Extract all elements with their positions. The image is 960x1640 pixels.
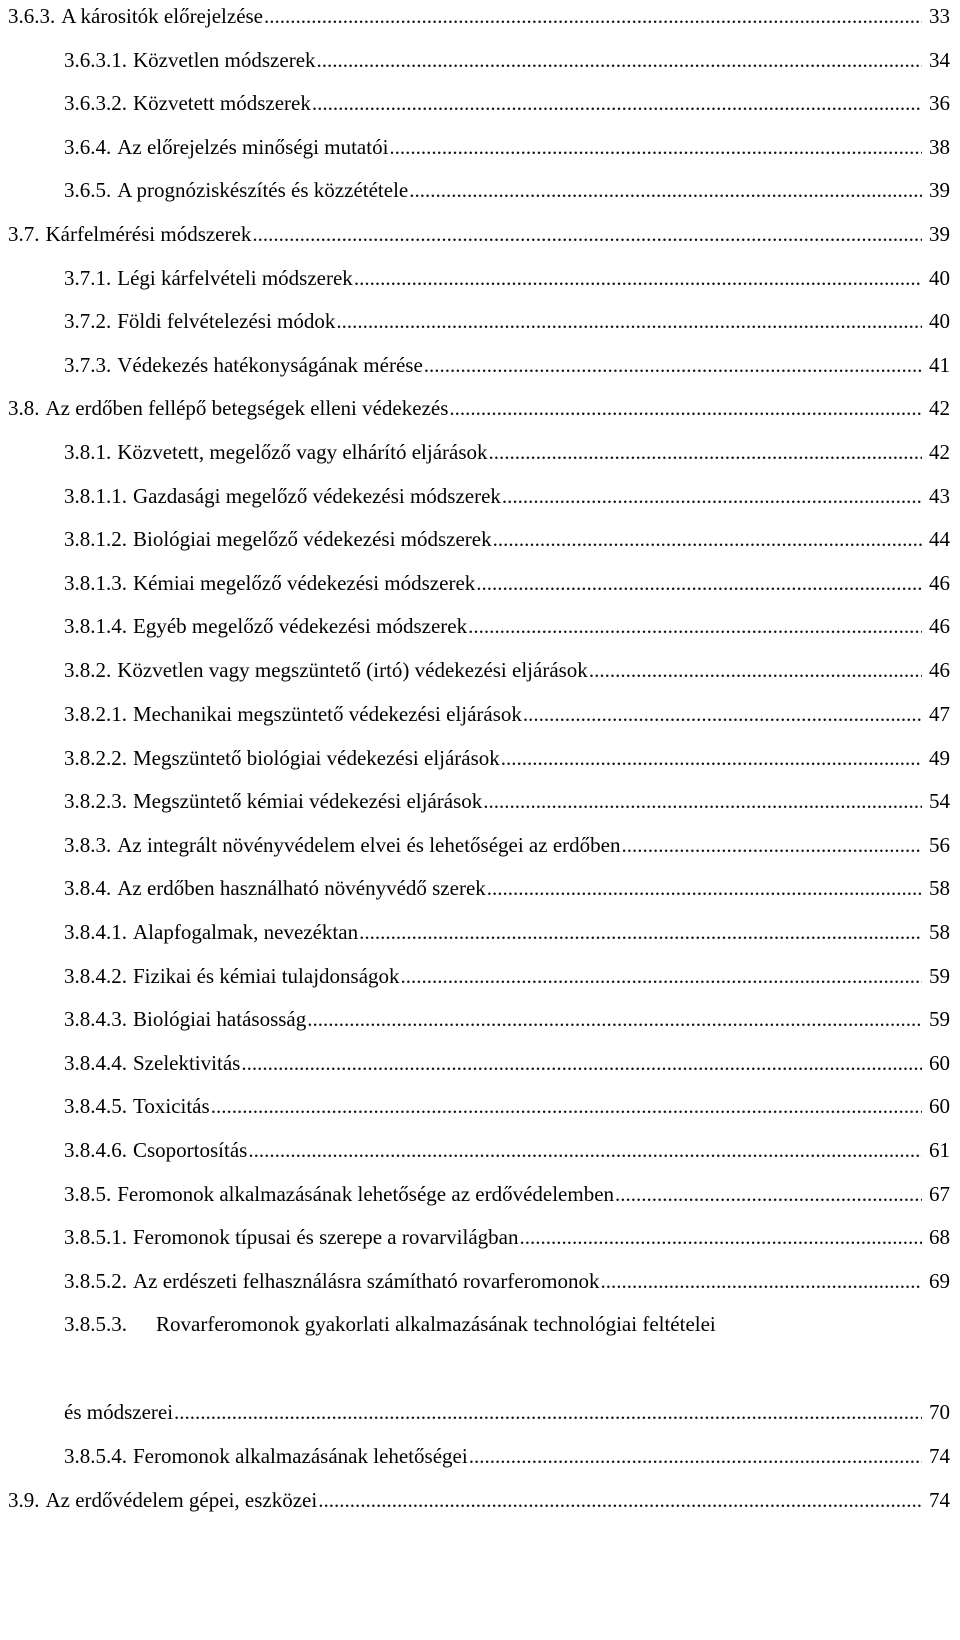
toc-entry[interactable] [0,394,960,422]
dot-leader [488,438,922,466]
dot-leader [475,569,922,597]
toc-entry[interactable] [0,656,960,684]
dot-leader [353,264,922,292]
toc-entry-title: Közvetlen módszerek [133,48,316,72]
toc-entry[interactable] [0,307,960,335]
toc-entry-line [64,700,922,728]
toc-entry-line [64,744,922,772]
toc-entry-title: Feromonok típusai és szerepe a rovarvilágban [133,1225,519,1249]
toc-entry[interactable] [0,351,960,379]
toc-entry-title: Megszüntető kémiai védekezési eljárások [133,789,483,813]
toc-entry[interactable] [0,525,960,553]
toc-entry-title: Toxicitás [133,1094,210,1118]
toc-entry-line [8,1486,922,1514]
toc-entry-number: 3.8.4.1. [64,920,127,944]
toc-entry-page: 67 [929,1182,950,1206]
toc-entry-line [64,1005,922,1033]
toc-entry-line [8,2,922,30]
toc-entry-number: 3.8.4. [64,876,112,900]
toc-entry-line [64,1180,922,1208]
toc-entry-page: 39 [929,222,950,246]
toc-entry[interactable] [0,962,960,990]
toc-entry-number: 3.7. [8,222,40,246]
dot-leader [316,46,922,74]
toc-entry-page: 40 [929,309,950,333]
toc-entry[interactable] [0,1267,960,1295]
toc-entry-title: Megszüntető biológiai védekezési eljárások [133,746,500,770]
dot-leader [588,656,922,684]
toc-entry-number: 3.8.5.3. [64,1312,127,1336]
toc-entry-number: 3.8.1.3. [64,571,127,595]
toc-entry-line [64,1267,922,1295]
toc-entry-line [64,46,922,74]
dot-leader [251,220,922,248]
toc-entry-page: 56 [929,833,950,857]
toc-entry-title: Az erdővédelem gépei, eszközei [45,1488,318,1512]
toc-entry-line [64,133,922,161]
dot-leader [400,962,922,990]
toc-entry-line [8,220,922,248]
toc-entry-page: 36 [929,91,950,115]
toc-entry-title: Közvetett módszerek [133,91,311,115]
toc-entry[interactable] [0,1092,960,1120]
toc-entry[interactable] [0,1486,960,1514]
toc-entry-number: 3.8.5.2. [64,1269,127,1293]
toc-entry-line [64,264,922,292]
toc-entry[interactable] [0,46,960,74]
toc-entry-page: 46 [929,614,950,638]
toc-entry-line [64,525,922,553]
toc-entry-number: 3.8.5.1. [64,1225,127,1249]
dot-leader [482,787,922,815]
toc-entry-title: Az erdészeti felhasználásra számítható rovarferomonok [133,1269,600,1293]
toc-entry-title: Feromonok alkalmazásának lehetősége az erdővédelemben [117,1182,615,1206]
dot-leader [173,1398,922,1426]
toc-entry-number: 3.7.3. [64,353,112,377]
toc-entry-number: 3.8.2.3. [64,789,127,813]
toc-entry-line [64,1136,922,1164]
toc-entry-number: 3.8.4.2. [64,964,127,988]
dot-leader [306,1005,922,1033]
toc-entry-line [64,918,922,946]
toc-entry-title: Földi felvételezési módok [117,309,336,333]
toc-entry-page: 60 [929,1094,950,1118]
toc-entry-line [64,1092,922,1120]
toc-entry-page: 46 [929,571,950,595]
dot-leader [317,1486,922,1514]
dot-leader [522,700,922,728]
toc-entry-title: Védekezés hatékonyságának mérése [117,353,423,377]
toc-entry-page: 74 [929,1488,950,1512]
toc-entry-number: 3.8.1.2. [64,527,127,551]
toc-entry-number: 3.8.1.1. [64,484,127,508]
toc-entry-page: 68 [929,1225,950,1249]
dot-leader [423,351,922,379]
toc-entry-number: 3.6.5. [64,178,112,202]
toc-entry-title: Gazdasági megelőző védekezési módszerek [133,484,501,508]
dot-leader [311,89,922,117]
toc-entry-line [64,569,922,597]
toc-entry[interactable] [0,918,960,946]
dot-leader [518,1223,922,1251]
toc-entry-title-continuation: és módszerei [64,1400,174,1424]
toc-entry-line [64,831,922,859]
toc-entry-title: Az erdőben fellépő betegségek elleni védekezés [45,396,449,420]
toc-entry-number: 3.8.4.3. [64,1007,127,1031]
dot-leader [599,1267,922,1295]
toc-entry-line [64,89,922,117]
toc-entry-title: Fizikai és kémiai tulajdonságok [133,964,400,988]
toc-entry-number: 3.8.2.2. [64,746,127,770]
toc-entry[interactable] [0,1005,960,1033]
toc-entry-line [64,612,922,640]
toc-entry[interactable] [0,1223,960,1251]
toc-entry-number: 3.8.5.4. [64,1444,127,1468]
toc-entry-number: 3.8. [8,396,40,420]
toc-entry-number: 3.9. [8,1488,40,1512]
toc-entry-title: Egyéb megelőző védekezési módszerek [133,614,468,638]
dot-leader [263,2,922,30]
toc-entry-title: Mechanikai megszüntető védekezési eljárások [133,702,522,726]
toc-entry[interactable] [0,176,960,204]
toc-entry-title: A kárositók előrejelzése [61,4,264,28]
toc-entry-page: 70 [929,1400,950,1424]
toc-entry-page: 34 [929,48,950,72]
toc-entry[interactable] [0,133,960,161]
toc-entry[interactable] [0,874,960,902]
toc-entry[interactable] [0,220,960,248]
toc-entry-title: Az integrált növényvédelem elvei és lehetőségei az erdőben [117,833,621,857]
dot-leader [468,1442,922,1470]
toc-entry-title: A prognóziskészítés és közzététele [117,178,409,202]
toc-entry-line [64,1223,922,1251]
toc-entry-line [64,307,922,335]
toc-entry-number: 3.8.3. [64,833,112,857]
toc-entry-page: 43 [929,484,950,508]
toc-entry-page: 61 [929,1138,950,1162]
dot-leader [500,744,922,772]
toc-entry-page: 38 [929,135,950,159]
toc-entry-number: 3.6.4. [64,135,112,159]
dot-leader [448,394,922,422]
dot-leader [486,874,922,902]
dot-leader [240,1049,922,1077]
toc-entry[interactable] [0,482,960,510]
toc-entry-number: 3.8.5. [64,1182,112,1206]
toc-entry-line [64,1398,922,1426]
dot-leader [210,1092,922,1120]
toc-entry-line [64,874,922,902]
toc-entry-number: 3.7.1. [64,266,112,290]
toc-entry-page: 47 [929,702,950,726]
toc-entry-number: 3.8.4.5. [64,1094,127,1118]
toc-entry-title: Közvetett, megelőző vagy elhárító eljárások [117,440,488,464]
dot-leader [614,1180,922,1208]
toc-entry-page: 49 [929,746,950,770]
toc-entry-number: 3.8.2. [64,658,112,682]
toc-entry-page: 59 [929,1007,950,1031]
toc-entry-page: 59 [929,964,950,988]
dot-leader [620,831,922,859]
toc-entry-line [8,394,922,422]
toc-entry-title: Légi kárfelvételi módszerek [117,266,353,290]
toc-entry-number: 3.6.3.1. [64,48,127,72]
toc-entry-line [64,351,922,379]
toc-entry-line [64,1049,922,1077]
toc-entry-page: 40 [929,266,950,290]
toc-entry-page: 44 [929,527,950,551]
dot-leader [358,918,922,946]
toc-entry-number: 3.8.1.4. [64,614,127,638]
toc-entry-page: 69 [929,1269,950,1293]
toc-entry-title: Közvetlen vagy megszüntető (irtó) védekezési eljárások [117,658,588,682]
toc-entry[interactable] [0,831,960,859]
toc-entry[interactable] [0,569,960,597]
toc-entry[interactable] [0,1310,960,1338]
toc-entry-line [64,176,922,204]
toc-entry-title: Csoportosítás [133,1138,248,1162]
toc-entry-title: Biológiai megelőző védekezési módszerek [133,527,492,551]
toc-entry-continuation[interactable] [0,1398,960,1426]
toc-entry-title: Az erdőben használható növényvédő szerek [117,876,486,900]
toc-entry-number: 3.8.1. [64,440,112,464]
toc-entry-page: 54 [929,789,950,813]
toc-entry-page: 39 [929,178,950,202]
toc-entry[interactable] [0,612,960,640]
toc-entry-title: Alapfogalmak, nevezéktan [133,920,359,944]
toc-entry-line [64,482,922,510]
dot-leader [247,1136,922,1164]
toc-entry-number: 3.6.3.2. [64,91,127,115]
toc-entry[interactable] [0,1136,960,1164]
toc-entry-page: 33 [929,4,950,28]
toc-entry-number: 3.8.4.4. [64,1051,127,1075]
toc-entry-page: 42 [929,396,950,420]
dot-leader [388,133,922,161]
dot-leader [467,612,922,640]
toc-entry-title: Kárfelmérési módszerek [45,222,252,246]
dot-leader [335,307,922,335]
toc-entry-page: 58 [929,920,950,944]
toc-entry[interactable] [0,787,960,815]
toc-entry-page: 58 [929,876,950,900]
toc-entry-title: Biológiai hatásosság [133,1007,307,1031]
toc-entry-page: 74 [929,1444,950,1468]
toc-entry-number: 3.7.2. [64,309,112,333]
toc-entry[interactable] [0,2,960,30]
toc-entry-title: Rovarferomonok gyakorlati alkalmazásának technológiai feltételei [156,1312,716,1336]
toc-entry[interactable] [0,1180,960,1208]
toc-entry[interactable] [0,744,960,772]
toc-entry-line [64,787,922,815]
toc-entry[interactable] [0,89,960,117]
dot-leader [501,482,922,510]
toc-entry-title: Kémiai megelőző védekezési módszerek [133,571,476,595]
toc-entry-title: Az előrejelzés minőségi mutatói [117,135,389,159]
toc-entry[interactable] [0,700,960,728]
dot-leader [492,525,922,553]
toc-entry-number: 3.8.4.6. [64,1138,127,1162]
toc-entry-number: 3.6.3. [8,4,56,28]
toc-entry[interactable] [0,438,960,466]
toc-entry-page: 41 [929,353,950,377]
toc-entry-page: 42 [929,440,950,464]
toc-entry-title: Feromonok alkalmazásának lehetőségei [133,1444,468,1468]
toc-entry-line [64,656,922,684]
toc-entry-page: 60 [929,1051,950,1075]
toc-entry[interactable] [0,1442,960,1470]
toc-entry[interactable] [0,264,960,292]
toc-entry-line [64,1442,922,1470]
toc-entry-page: 46 [929,658,950,682]
toc-entry-number: 3.8.2.1. [64,702,127,726]
toc-entry-title: Szelektivitás [133,1051,241,1075]
toc-entry-line [64,962,922,990]
toc-entry-line [64,438,922,466]
dot-leader [408,176,922,204]
toc-entry[interactable] [0,1049,960,1077]
